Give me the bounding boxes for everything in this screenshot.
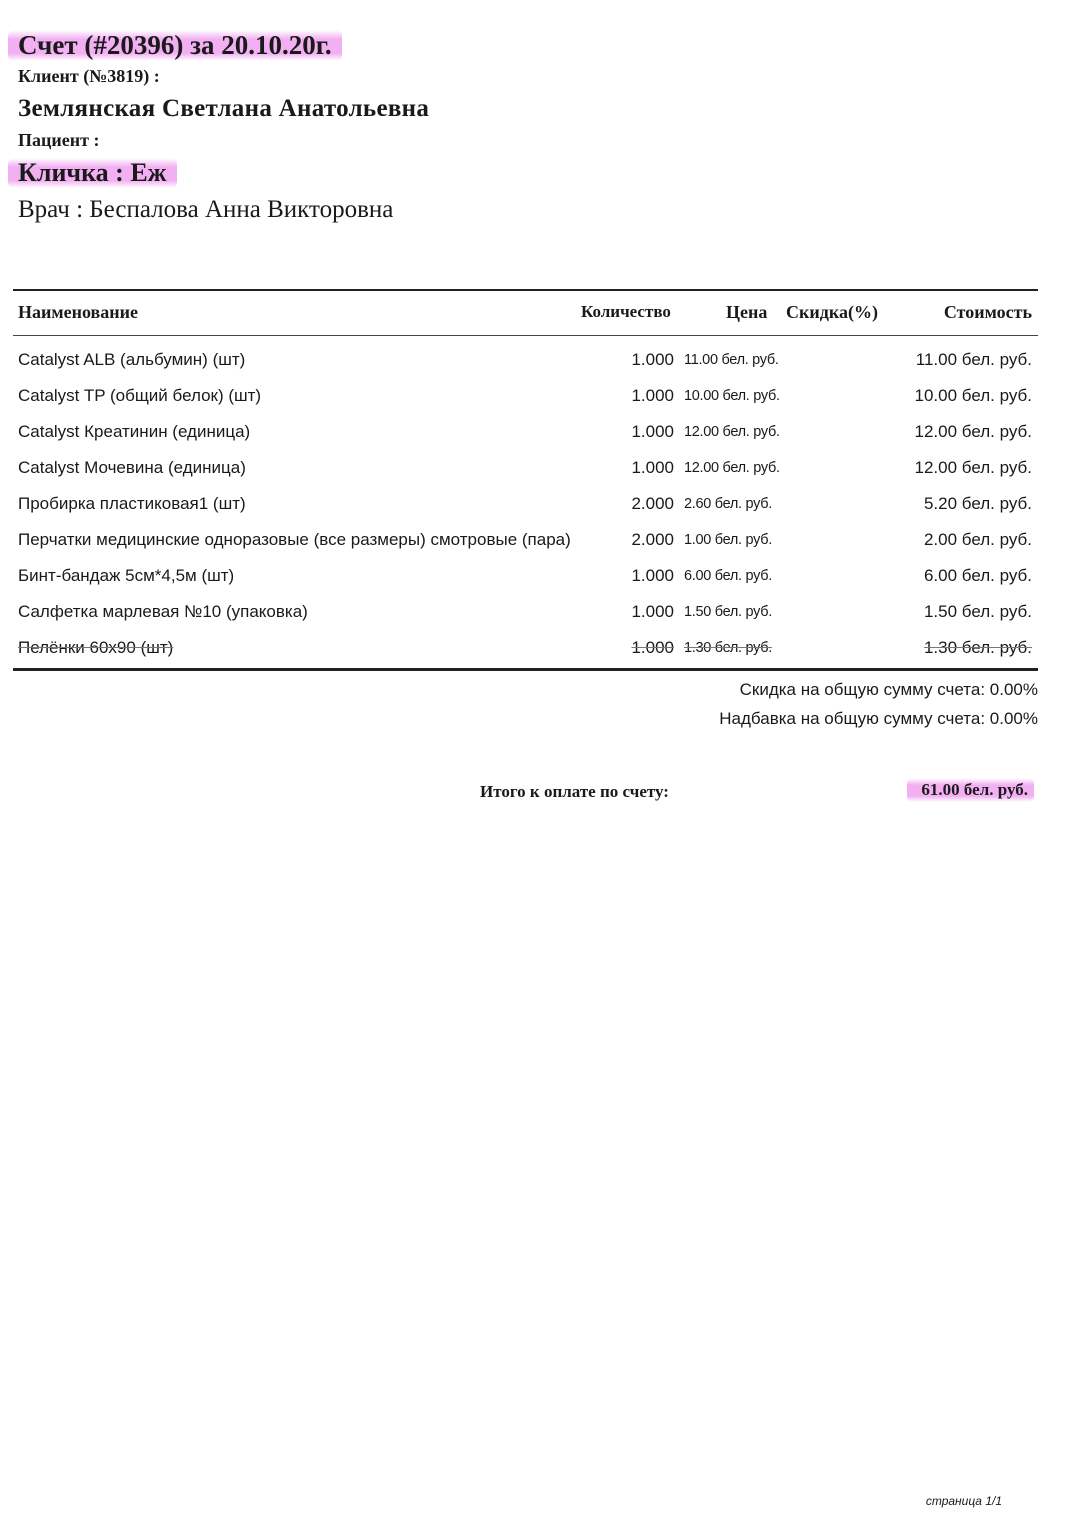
total-discount-line: Скидка на общую сумму счета: 0.00% [739,680,1038,699]
item-name: Пелёнки 60x90 (шт) [18,638,174,657]
item-name: Перчатки медицинские одноразовые (все размеры) смотровые (пара) [18,530,571,549]
item-quantity: 2.000 [631,494,674,513]
patient-label: Пациент : [18,130,100,150]
client-label: Клиент (№3819) : [18,66,160,86]
item-name: Пробирка пластиковая1 (шт) [18,494,246,513]
item-cost: 1.30 бел. руб. [923,638,1032,657]
item-cost: 10.00 бел. руб. [914,386,1032,405]
item-name: Catalyst Креатинин (единица) [18,422,251,441]
item-price: 1.30 бел. руб. [684,640,772,656]
grand-total-value: 61.00 бел. руб. [907,778,1034,802]
item-price: 10.00 бел. руб. [684,388,780,404]
item-price: 1.50 бел. руб. [684,604,772,620]
item-cost: 6.00 бел. руб. [923,566,1032,585]
item-quantity: 1.000 [631,566,674,585]
item-name: Бинт-бандаж 5см*4,5м (шт) [18,566,235,585]
table-row [0,494,1078,530]
table-row [0,422,1078,458]
item-cost: 11.00 бел. руб. [915,350,1032,369]
item-price: 12.00 бел. руб. [684,424,780,440]
column-header-price: Цена [726,302,768,322]
column-header-name: Наименование [18,302,138,322]
column-header-quantity: Количество [581,302,671,321]
pet-nickname: Кличка : Еж [8,158,177,188]
item-quantity: 1.000 [631,458,674,477]
item-quantity: 1.000 [631,602,674,621]
item-quantity: 2.000 [631,530,674,549]
table-row [0,458,1078,494]
item-name: Catalyst TP (общий белок) (шт) [18,386,262,405]
grand-total-label: Итого к оплате по счету: [480,782,669,801]
client-name: Землянская Светлана Анатольевна [18,95,430,122]
item-cost: 12.00 бел. руб. [914,422,1032,441]
item-name: Catalyst ALB (альбумин) (шт) [18,350,246,369]
item-price: 11.00 бел. руб. [684,352,779,368]
item-price: 6.00 бел. руб. [684,568,772,584]
table-row [0,530,1078,566]
item-cost: 12.00 бел. руб. [914,458,1032,477]
column-header-cost: Стоимость [943,302,1032,322]
table-row [0,602,1078,638]
item-cost: 2.00 бел. руб. [923,530,1032,549]
invoice-title: Счет (#20396) за 20.10.20г. [8,30,342,61]
table-header-divider [13,335,1038,336]
page-number: страница 1/1 [925,1494,1002,1508]
total-markup-line: Надбавка на общую сумму счета: 0.00% [719,709,1038,728]
table-row [0,386,1078,422]
item-quantity: 1.000 [631,386,674,405]
table-bottom-divider [13,668,1038,671]
item-quantity: 1.000 [631,638,674,657]
table-row [0,566,1078,602]
item-price: 1.00 бел. руб. [684,532,772,548]
item-price: 2.60 бел. руб. [684,496,772,512]
doctor-name: Врач : Беспалова Анна Викторовна [18,196,394,223]
item-price: 12.00 бел. руб. [684,460,780,476]
column-header-discount: Скидка(%) [786,302,878,322]
item-name: Catalyst Мочевина (единица) [18,458,246,477]
table-top-divider [13,289,1038,291]
item-cost: 5.20 бел. руб. [923,494,1032,513]
item-cost: 1.50 бел. руб. [923,602,1032,621]
item-quantity: 1.000 [631,350,674,369]
item-quantity: 1.000 [631,422,674,441]
table-row [0,350,1078,386]
item-name: Салфетка марлевая №10 (упаковка) [18,602,308,621]
